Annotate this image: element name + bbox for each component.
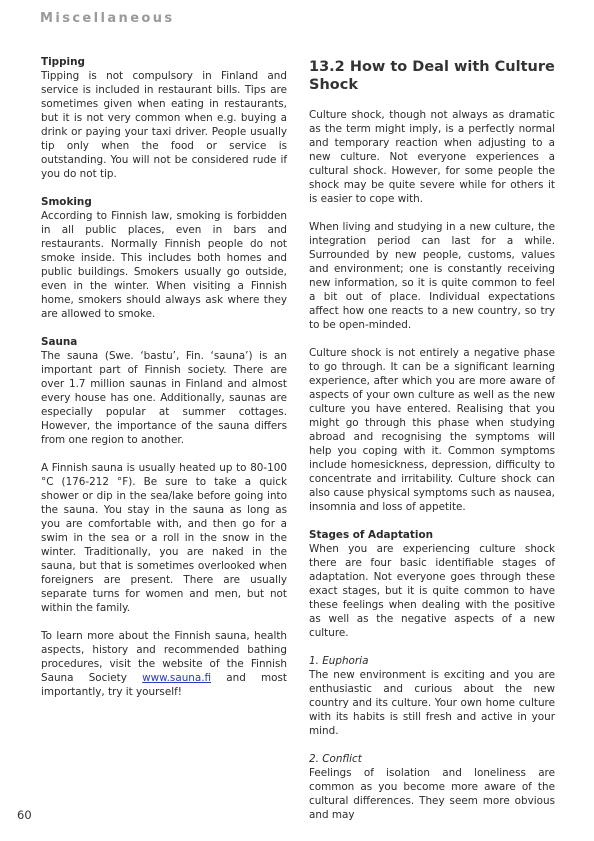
sauna-p3-text-before: To learn more about the Finnish sauna, health aspects, history and recommended bathing procedures, visit the website of the Finnish Sauna Society bbox=[41, 630, 287, 684]
smoking-section bbox=[41, 195, 287, 321]
left-column bbox=[41, 55, 287, 699]
conflict-section bbox=[309, 752, 555, 822]
sauna-paragraph-1: The sauna (Swe. ‘bastu’, Fin. ‘sauna’) is an important part of Finnish society. There are over 1.7 million saunas in Finland and almost every house has one. Additionally, saunas are especially popular at summer cottages. However, the importance of the sauna differs from one region to another. bbox=[41, 350, 287, 446]
stages-text: When you are experiencing culture shock there are four basic identifiable stages of adaptation. Not everyone goes through these exact stages, but it is quite common to have these feelings when dealing with the positive as well as the negative aspects of a new culture. bbox=[309, 543, 555, 639]
sauna-p3-text-after: and most importantly, try it yourself! bbox=[41, 672, 288, 698]
conflict-heading: 2. Conflict bbox=[309, 753, 362, 765]
sauna-society-link[interactable]: www.sauna.fi bbox=[142, 672, 212, 684]
smoking-heading: Smoking bbox=[41, 196, 92, 208]
euphoria-section bbox=[309, 654, 555, 738]
sauna-paragraph-2: A Finnish sauna is usually heated up to 80-100 °C (176-212 °F). Be sure to take a quick shower or dip in the sea/lake before going into the sauna. You stay in the sauna as long as you are comfortable with, and then go for a swim in the sea or a roll in the snow in the winter. Traditionally, you are naked in the sauna, but that is sometimes overlooked when foreigners are present. There are usually separate turns for women and men, but not within the family. bbox=[41, 462, 287, 614]
culture-shock-paragraph-2: When living and studying in a new culture, the integration period can last for a while. Surrounded by new people, customs, values and environment; one is constantly receiving new information, so it is quite common to feel a bit out of place. Individual expectations affect how one reacts to a new country, so try to be open-minded. bbox=[309, 221, 555, 331]
sauna-paragraph-3 bbox=[41, 629, 287, 699]
right-column bbox=[309, 58, 555, 822]
conflict-text: Feelings of isolation and loneliness are common as you become more aware of the cultural differences. They seem more obvious and may bbox=[309, 767, 555, 821]
section-title: 13.2 How to Deal with Culture Shock bbox=[309, 59, 555, 93]
euphoria-heading: 1. Euphoria bbox=[309, 655, 369, 667]
sauna-heading: Sauna bbox=[41, 336, 78, 348]
culture-shock-paragraph-1: Culture shock, though not always as dramatic as the term might imply, is a perfectly normal and temporary reaction when adjusting to a new culture. Not everyone experiences a cultural shock. However, for some people the shock may be quite severe while for others it is easier to cope with. bbox=[309, 109, 555, 205]
stages-heading: Stages of Adaptation bbox=[309, 529, 433, 541]
running-head: Miscellaneous bbox=[40, 11, 175, 26]
sauna-section bbox=[41, 335, 287, 699]
stages-section bbox=[309, 528, 555, 640]
tipping-text: Tipping is not compulsory in Finland and service is included in restaurant bills. Tips are sometimes given when eating in restaurants, but it is not very common when e.g. buying a drink or paying your taxi driver. People usually tip only when the food or service is outstanding. You will not be considered rude if you do not tip. bbox=[41, 70, 287, 180]
culture-shock-paragraph-3: Culture shock is not entirely a negative phase to go through. It can be a significant learning experience, after which you are more aware of aspects of your own culture as well as the new culture you have entered. Realising that you might go through this phase when studying abroad and recognising the symptoms will help you coping with it. Common symptoms include homesickness, depression, difficulty to concentrate and irritability. Culture shock can also cause physical symptoms such as nausea, insomnia and loss of appetite. bbox=[309, 347, 555, 513]
tipping-heading: Tipping bbox=[41, 56, 85, 68]
page-number: 60 bbox=[17, 808, 32, 822]
tipping-section bbox=[41, 55, 287, 181]
euphoria-text: The new environment is exciting and you are enthusiastic and curious about the new country and its culture. Your own home culture with its habits is still fresh and active in your mind. bbox=[309, 669, 555, 737]
smoking-text: According to Finnish law, smoking is forbidden in all public places, even in bars and restaurants. Normally Finnish people do not smoke inside. This includes both homes and public buildings. Smokers usually go outside, even in the winter. When visiting a Finnish home, smokers should always ask where they are allowed to smoke. bbox=[41, 210, 287, 320]
